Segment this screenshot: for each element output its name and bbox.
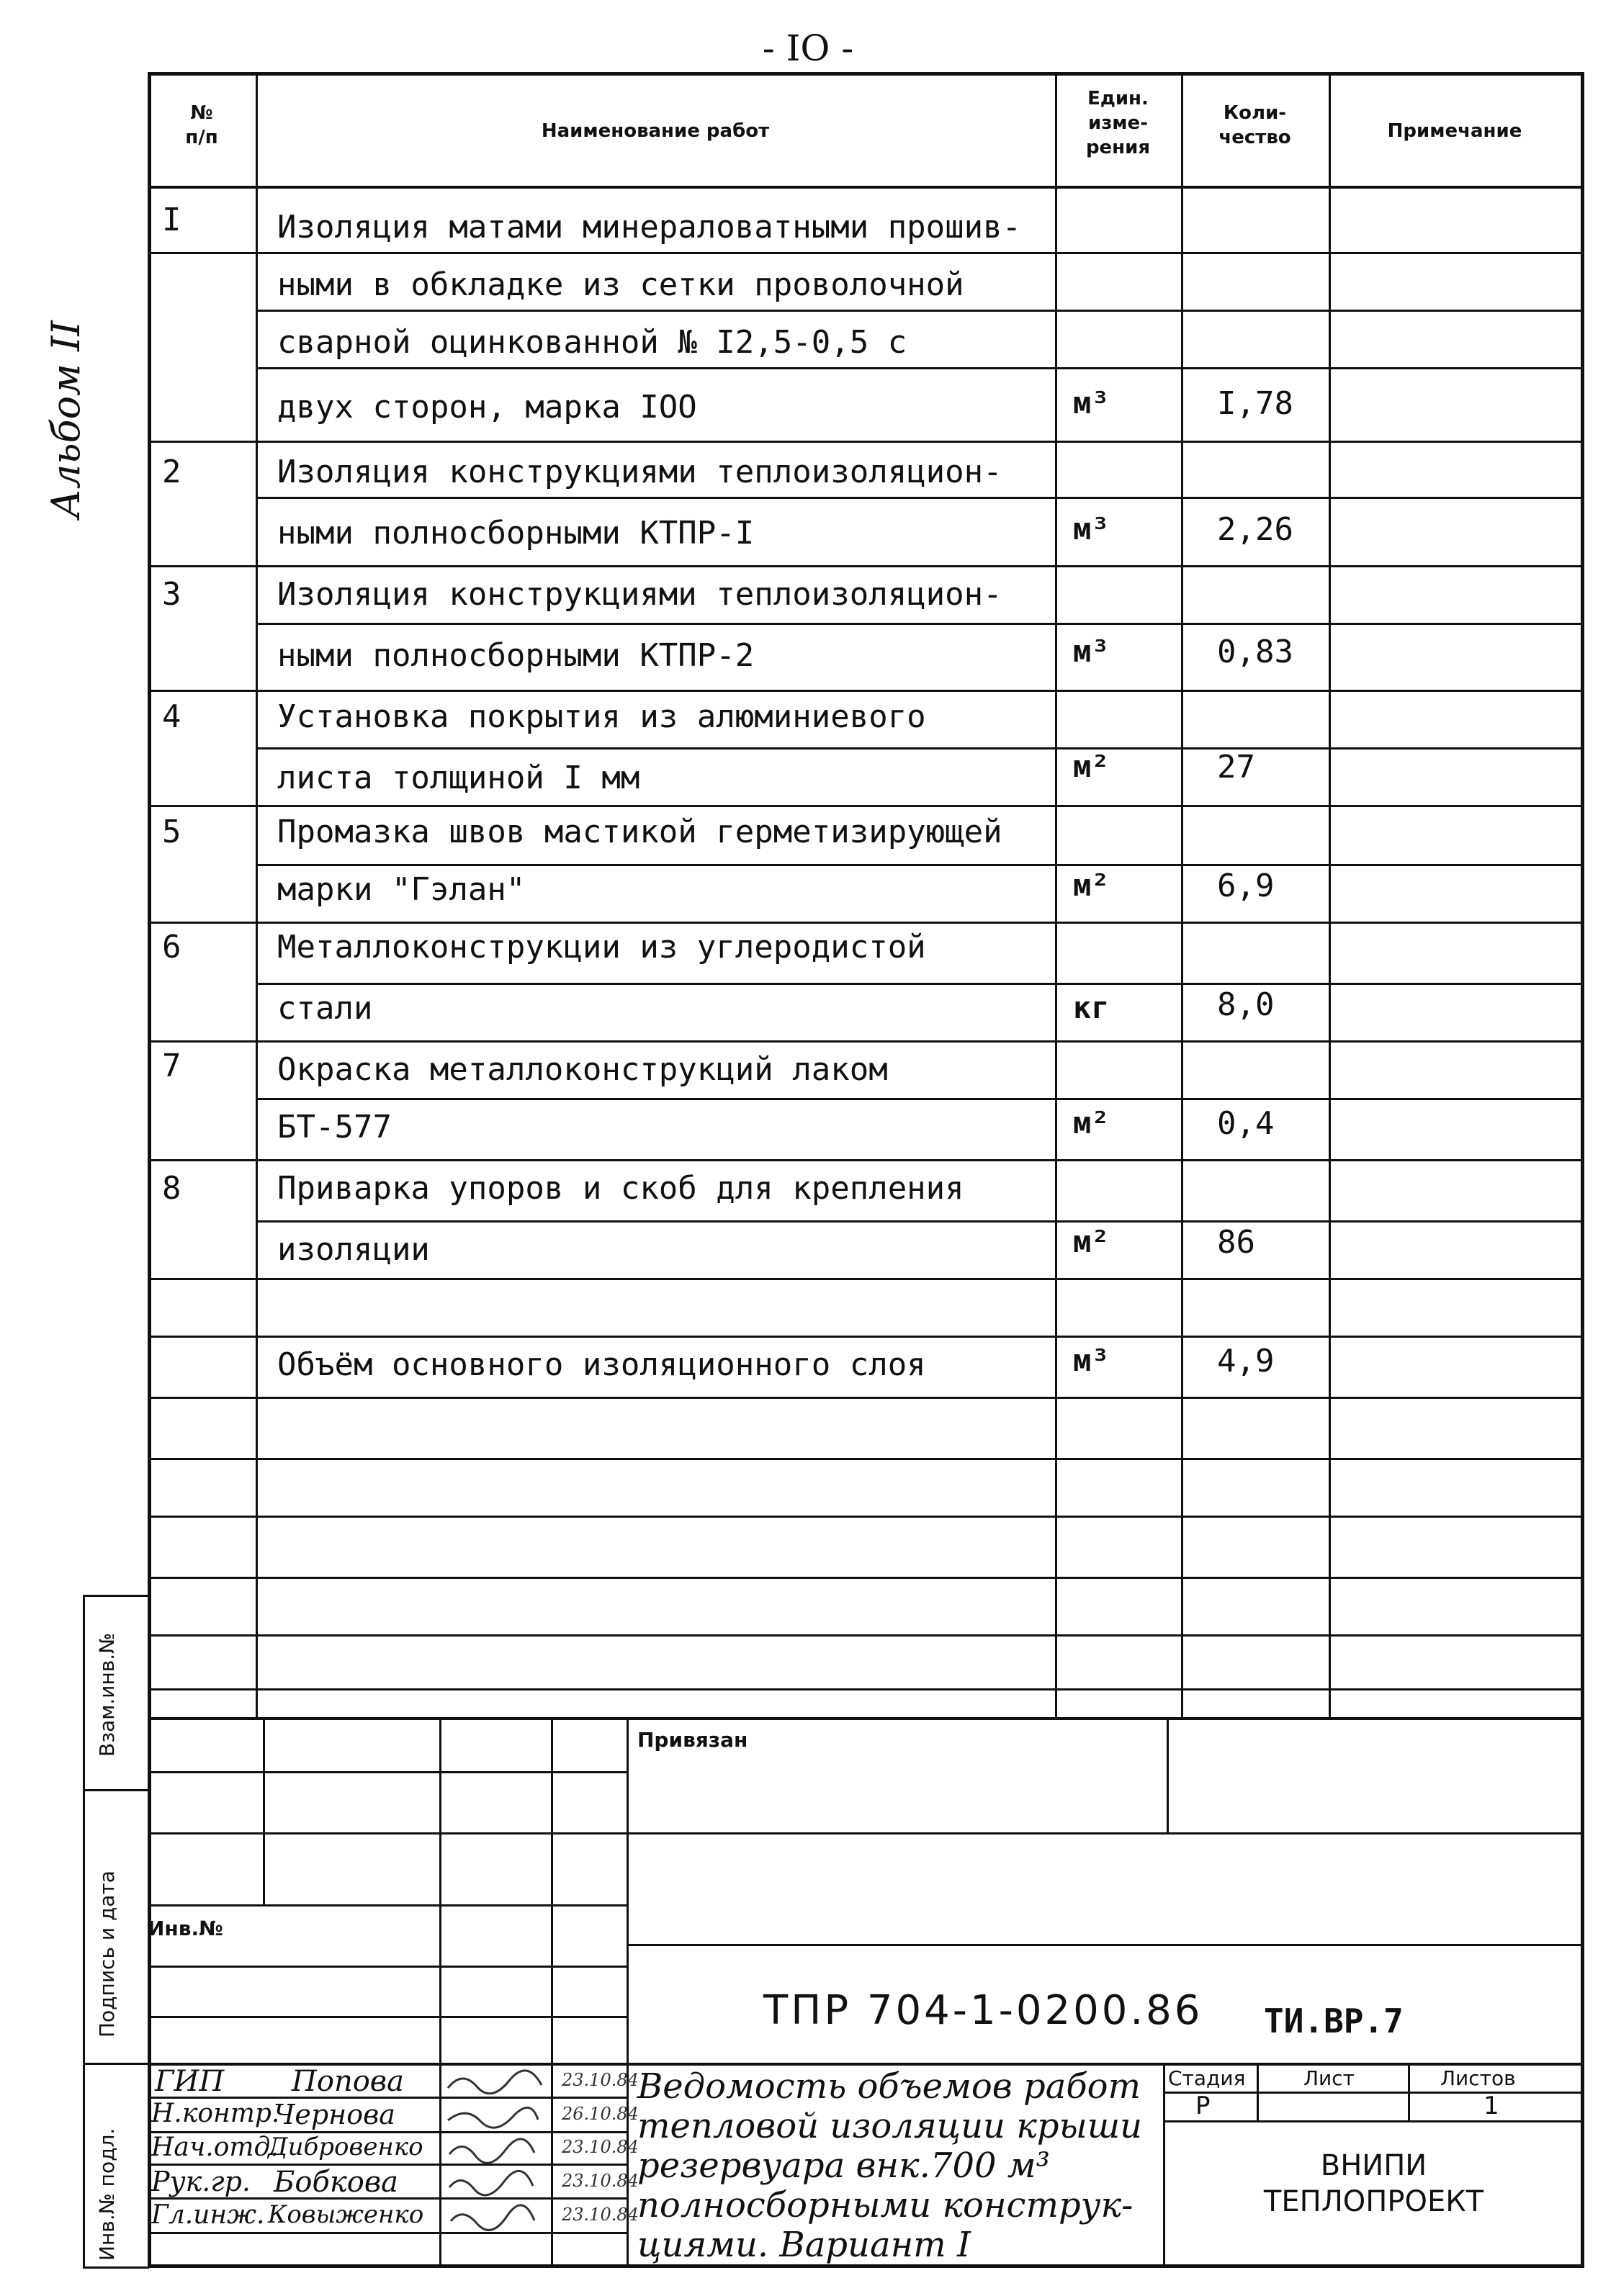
document-code: ТПР 704-1-0200.86 [763, 1987, 1203, 2034]
row-line [256, 367, 1584, 369]
stamp-row [627, 1944, 1584, 1946]
stamp-role: Н.контр. [151, 2099, 280, 2128]
row-text: сварной оцинкованной № I2,5-0,5 с [277, 324, 907, 361]
header-num: № п/п [185, 102, 218, 148]
stamp-sheet-header: Лист [1303, 2066, 1355, 2090]
row-line [148, 1278, 1584, 1280]
row-number: 8 [162, 1170, 181, 1207]
row-line [148, 1458, 1584, 1460]
side-strip-top [83, 1595, 149, 1597]
row-text: БТ-577 [277, 1109, 392, 1145]
stamp-sheets-header: Листов [1440, 2066, 1516, 2090]
row-line [148, 690, 1584, 692]
side-strip-left [83, 1595, 85, 2268]
stamp-row [1163, 2092, 1584, 2094]
page-number: - IO - [762, 27, 854, 69]
col-line-1 [256, 72, 258, 1717]
row-text: ными полносборными КТПР-I [277, 515, 755, 552]
row-line [148, 1336, 1584, 1338]
row-line [256, 310, 1584, 312]
row-unit: м³ [1073, 511, 1110, 546]
header-name: Наименование работ [541, 120, 770, 142]
stamp-role: ГИП [155, 2065, 225, 2098]
row-unit: м³ [1073, 385, 1110, 420]
row-unit: м² [1073, 1105, 1110, 1140]
row-unit: м² [1073, 749, 1110, 784]
side-label-vzam: Взам.инв.№ [95, 1632, 119, 1757]
row-qty: 0,83 [1217, 634, 1293, 670]
stamp-col [551, 1717, 553, 2268]
stamp-row [148, 2016, 627, 2018]
row-qty: 27 [1217, 749, 1255, 785]
row-qty: 6,9 [1217, 868, 1275, 904]
side-label-inv-podl: Инв.№ подл. [95, 2128, 119, 2261]
row-line [148, 1159, 1584, 1161]
row-line [256, 983, 1584, 985]
stamp-stage-header: Стадия [1168, 2066, 1246, 2090]
stamp-role: Гл.инж. [151, 2200, 265, 2230]
row-number: 2 [162, 454, 181, 490]
stamp-date: 23.10.84 [562, 2205, 639, 2225]
row-number: 3 [162, 576, 181, 613]
stamp-row [148, 1771, 627, 1773]
row-qty: 2,26 [1217, 511, 1293, 548]
signature-scribbles [441, 2066, 549, 2268]
stamp-row [148, 1966, 627, 1968]
row-unit: м² [1073, 1224, 1110, 1259]
row-line [148, 1688, 1584, 1691]
stamp-top-line [148, 1717, 1584, 1720]
stamp-title-line: резервуара внк.700 м³ [637, 2146, 1050, 2186]
album-label: Альбом II [43, 320, 89, 518]
row-unit-total: м³ [1073, 1343, 1110, 1378]
header-qty: Коли- чество [1218, 102, 1291, 148]
stamp-person-name: Попова [292, 2065, 404, 2098]
row-number: I [162, 202, 181, 238]
row-line [256, 497, 1584, 499]
row-text: Изоляция конструкциями теплоизоляцион- [277, 576, 1002, 613]
row-number: 7 [162, 1048, 181, 1084]
stamp-row [148, 1832, 1584, 1834]
row-qty: I,78 [1217, 385, 1293, 422]
stamp-title-line: циями. Вариант I [637, 2225, 971, 2265]
row-line [256, 1098, 1584, 1100]
row-line [148, 805, 1584, 807]
side-strip-bottom [83, 2266, 149, 2269]
row-text: Изоляция матами минераловатными прошив- [277, 209, 1022, 246]
row-text: Металлоконструкции из углеродистой [277, 929, 926, 965]
col-line-4 [1329, 72, 1331, 1717]
stamp-date: 23.10.84 [562, 2137, 639, 2157]
stamp-col [1167, 1717, 1169, 1832]
stamp-role: Нач.отд. [151, 2133, 279, 2162]
stamp-title-line: Ведомость объемов работ [637, 2066, 1141, 2107]
row-unit: м³ [1073, 634, 1110, 669]
signature-mark [449, 2139, 534, 2163]
document-sheet-code: ТИ.ВР.7 [1264, 2002, 1404, 2040]
row-line [256, 1220, 1584, 1223]
stamp-row [148, 2232, 627, 2234]
stamp-title-line: полносборными конструк- [637, 2185, 1134, 2225]
stamp-title-line: тепловой изоляции крыши [637, 2106, 1143, 2146]
row-line [256, 623, 1584, 625]
stamp-row [148, 1904, 627, 1906]
organization-name: ВНИПИ [1320, 2149, 1427, 2182]
row-text: листа толщиной I мм [277, 760, 640, 796]
row-line [148, 922, 1584, 924]
row-unit: м² [1073, 868, 1110, 903]
side-strip-div1 [83, 1789, 149, 1791]
row-text: изоляции [277, 1231, 430, 1268]
stamp-person-name: Чернова [274, 2099, 395, 2130]
stamp-stage-value: Р [1195, 2092, 1211, 2120]
stamp-sheets-value: 1 [1483, 2092, 1499, 2120]
stamp-privyazan: Привязан [637, 1728, 748, 1752]
row-qty: 0,4 [1217, 1105, 1275, 1142]
signature-mark [448, 2071, 542, 2094]
stamp-role: Рук.гр. [151, 2166, 251, 2197]
row-text: Установка покрытия из алюминиевого [277, 698, 926, 735]
row-line [148, 1397, 1584, 1399]
stamp-person-name: Дибровенко [268, 2133, 423, 2161]
signature-mark [449, 2171, 533, 2195]
header-note: Примечание [1387, 120, 1522, 142]
row-text: Приварка упоров и скоб для крепления [277, 1170, 964, 1207]
table-header-line [148, 186, 1584, 189]
row-text: Окраска металлоконструкций лаком [277, 1051, 888, 1088]
organization-name: ТЕПЛОПРОЕКТ [1263, 2185, 1484, 2218]
stamp-inv-no: Инв.№ [148, 1917, 223, 1940]
row-line [148, 252, 1584, 254]
row-line [148, 1516, 1584, 1518]
col-line-3 [1181, 72, 1183, 1717]
row-text-total: Объём основного изоляционного слоя [277, 1346, 926, 1383]
row-number: 4 [162, 698, 181, 735]
header-unit: Един. изме- рения [1085, 88, 1151, 158]
row-qty-total: 4,9 [1217, 1343, 1275, 1379]
row-qty: 8,0 [1217, 986, 1275, 1023]
side-label-podpis: Подпись и дата [95, 1870, 119, 2038]
stamp-person-name: Ковыженко [268, 2200, 424, 2229]
row-line [148, 441, 1584, 443]
stamp-person-name: Бобкова [274, 2166, 398, 2199]
row-line [148, 565, 1584, 567]
side-strip-div2 [83, 2063, 149, 2065]
row-text: стали [277, 990, 373, 1027]
signature-mark [451, 2205, 534, 2230]
stamp-row [1163, 2120, 1584, 2122]
signature-mark [448, 2107, 538, 2128]
col-line-2 [1055, 72, 1057, 1717]
stamp-date: 26.10.84 [562, 2104, 639, 2124]
row-text: Изоляция конструкциями теплоизоляцион- [277, 454, 1002, 490]
row-line [148, 1040, 1584, 1043]
row-line [148, 1577, 1584, 1579]
row-text: ными в обкладке из сетки проволочной [277, 266, 964, 303]
stamp-col [263, 1717, 265, 1904]
row-line [256, 864, 1584, 866]
row-line [148, 1634, 1584, 1637]
row-text: ными полносборными КТПР-2 [277, 637, 755, 674]
stamp-date: 23.10.84 [562, 2070, 639, 2090]
row-qty: 86 [1217, 1224, 1255, 1261]
row-text: марки "Гэлан" [277, 871, 526, 908]
stamp-date: 23.10.84 [562, 2171, 639, 2191]
row-number: 6 [162, 929, 181, 965]
row-text: Промазка швов мастикой герметизирующей [277, 814, 1002, 850]
row-text: двух сторон, марка IOO [277, 389, 697, 426]
row-unit: кг [1073, 990, 1110, 1025]
row-number: 5 [162, 814, 181, 850]
row-line [256, 747, 1584, 749]
